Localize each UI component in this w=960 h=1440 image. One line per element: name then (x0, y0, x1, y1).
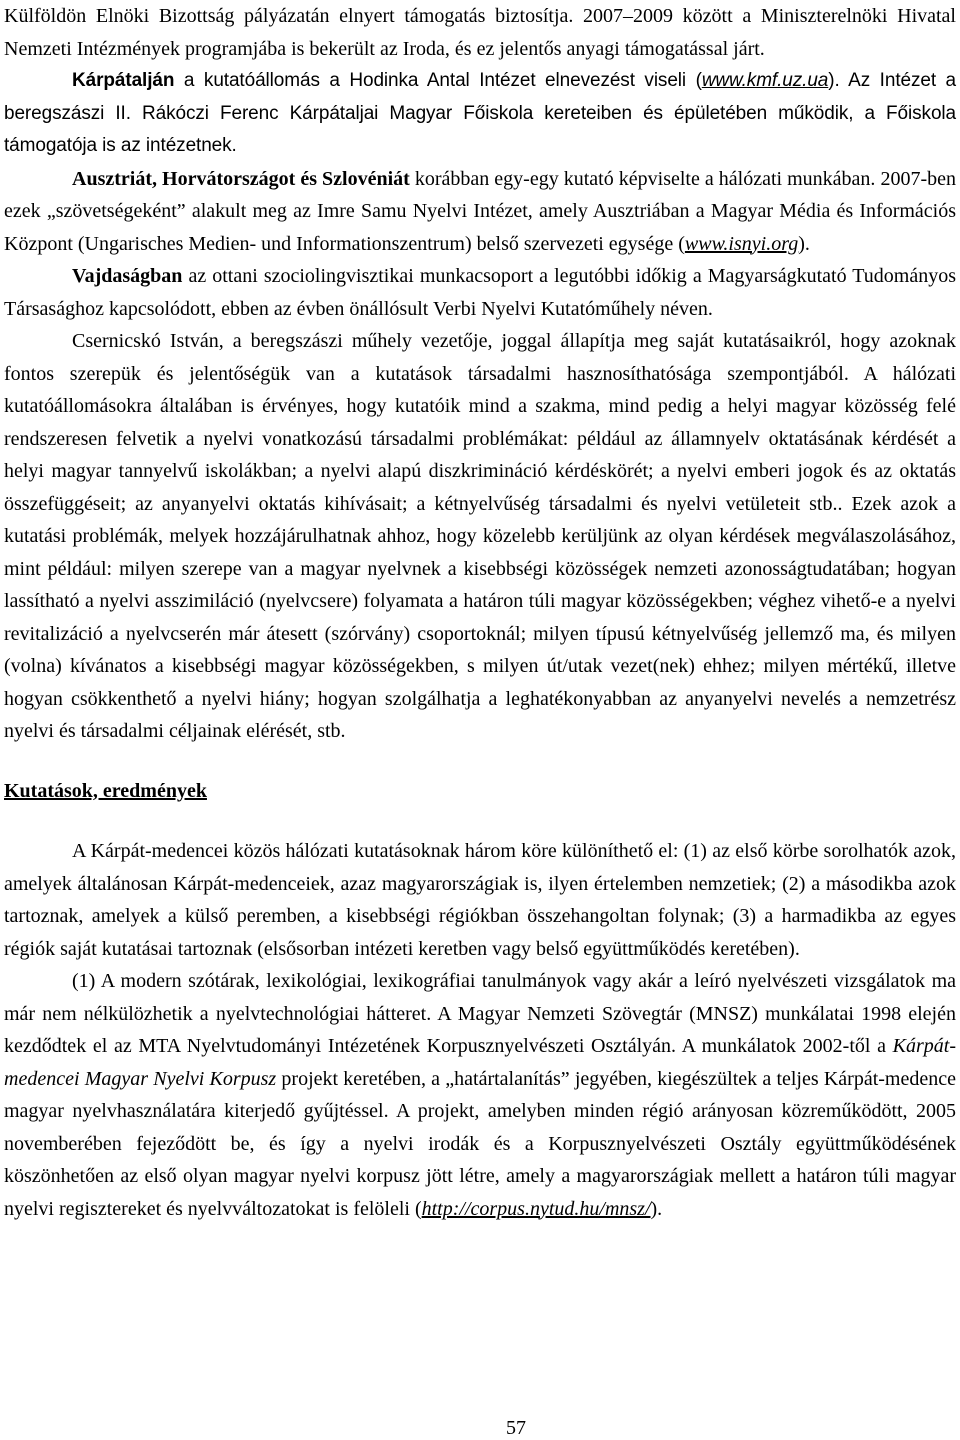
paragraph-korpusz-text-b: projekt keretében, a „határtalanítás” jegyében, kiegészültek a teljes Kárpát-medence magyar nyelvhasználatára kiterjedő gyűjtéssel. A projekt, amelyben minden régió arányosan közreműködött, 2005 novemberében fejeződött be, és így a nyelvi irodák és a Korpusznyelvészeti Osztály együttműködésének köszönhetően az első olyan magyar nyelvi korpusz jött létre, amely a magyarországiak mellett a határon túli magyar nyelvi regisztereket és nyelvváltozatokat is felöleli ( (4, 1067, 956, 1220)
paragraph-korok-text: A Kárpát-medencei közös hálózati kutatásoknak három köre különíthető el: (1) az első körbe sorolhatók azok, amelyek általánosan Kárpát-medenceiek, azaz magyarországiak is, ilyen értelemben nemzetiek; (2) a másodikba azok tartoznak, amelyek a külső peremben, a kisebbségi régiókban összehangoltan folynak; (3) a harmadikba az egyes régiók saját kutatásai tartoznak (elsősorban intézeti keretben vagy belső együttműködés keretében). (4, 840, 956, 960)
section-heading: Kutatások, eredmények (4, 779, 207, 802)
paragraph-karpataljan (4, 65, 956, 163)
paragraph-csernicsko (4, 325, 956, 748)
paragraph-funding (4, 0, 956, 65)
link-mnsz[interactable]: http://corpus.nytud.hu/mnsz/ (421, 1197, 651, 1220)
link-isnyi[interactable]: www.isnyi.org (684, 232, 799, 255)
paragraph-funding-text: Külföldön Elnöki Bizottság pályázatán elnyert támogatás biztosítja. 2007–2009 között a Miniszterelnöki Hivatal Nemzeti Intézmények programjába is bekerült az Iroda, és ez jelentős anyagi támogatással járt. (4, 5, 956, 60)
paragraph-korpusz-text-c: ). (650, 1197, 663, 1220)
paragraph-ausztria (4, 163, 956, 261)
paragraph-ausztria-text-b: ). (798, 232, 810, 255)
paragraph-vajdasag (4, 260, 956, 325)
region-vajdasag: Vajdaságban (72, 265, 183, 287)
region-ausztria: Ausztriát, Horvátországot és Szlovéniát (72, 167, 410, 190)
paragraph-vajdasag-text: az ottani szociolingvisztikai munkacsoport a legutóbbi időkig a Magyarságkutató Tudományos Társasághoz kapcsolódott, ebben az évben önállósult Verbi Nyelvi Kutatóműhely néven. (4, 265, 956, 320)
paragraph-csernicsko-text: Csernicskó István, a beregszászi műhely vezetője, joggal állapítja meg saját kutatásaikról, hogy azoknak fontos szerepük és jelentőségük van a kutatások társadalmi hasznosíthatósága szempontjából. A hálózati kutatóállomásokra általában is érvényes, hogy kutatóik mind a szakma, mind pedig a helyi magyar közösség felé rendszeresen felvetik a nyelvi vonatkozású társadalmi problémákat: például az államnyelv oktatásának kérdését a helyi magyar tannyelvű iskolákban; a nyelvi alapú diszkrimináció kérdéskörét; a nyelvi emberi jogok és az oktatás összefüggéseit; az anyanyelvi oktatás kihívásait; a kétnyelvűség társadalmi és nyelvi vetületeit stb.. Ezek azok a kutatási problémák, melyek hozzájárulhatnak ahhoz, hogy közelebb kerüljünk az olyan kérdések megválaszolásához, mint például: milyen szerepe van a magyar nyelvnek a kisebbségi közösségek nemzeti azonosságtudatában; hogyan lassítható a nyelvi asszimiláció (nyelvcsere) folyamata a határon túli magyar közösségekben; véghez vihető-e a nyelvi revitalizáció a nyelvcserén már átesett (szórvány) csoportoknál; milyen típusú kétnyelvűség jellemző ma, és milyen (volna) kívánatos a kisebbségi magyar közösségekben, s milyen út/utak vezet(nek) ehhez; milyen mértékű, illetve hogyan csökkenthető a nyelvi hiány; hogyan szolgálhatja a leghatékonyabban az anyanyelvi nevelés a nemzetrész nyelvi és társadalmi céljainak elérését, stb. (4, 330, 956, 742)
paragraph-ausztria-text-a: korábban egy-egy kutató képviselte a hálózati munkában. 2007-ben ezek „szövetségeként” alakult meg az Imre Samu Nyelvi Intézet, amely Ausztriában a Magyar Média és Információs Központ (Ungarisches Medien- und Informationszentrum) belső szervezeti egysége ( (4, 167, 956, 255)
paragraph-korok (4, 835, 956, 965)
page-number: 57 (506, 1417, 526, 1439)
paragraph-korpusz-text-a: (1) A modern szótárak, lexikológiai, lexikográfiai tanulmányok vagy akár a leíró nyelvészeti vizsgálatok ma már nem nélkülözhetik a nyelvtechnológiai hátteret. A Magyar Nemzeti Szövegtár (MNSZ) munkálatai 1998 elején kezdődtek el az MTA Nyelvtudományi Intézetének Korpusznyelvészeti Osztályán. A munkálatok 2002-től a (4, 970, 956, 1057)
paragraph-karpataljan-text-a: a kutatóállomás a Hodinka Antal Intézet elnevezést viseli ( (174, 70, 702, 91)
link-kmf[interactable]: www.kmf.uz.ua (701, 70, 829, 91)
project-title: Kárpát-medencei Magyar Nyelvi Korpusz (4, 1035, 956, 1090)
paragraph-korpusz (4, 965, 956, 1225)
paragraph-karpataljan-text-b: ). Az Intézet a beregszászi II. Rákóczi Ferenc Kárpátaljai Magyar Főiskola kereteiben és épületében működik, a Főiskola támogatója is az intézetnek. (4, 70, 956, 156)
document-page (4, 0, 956, 1225)
region-karpataljan: Kárpátalján (72, 70, 175, 91)
